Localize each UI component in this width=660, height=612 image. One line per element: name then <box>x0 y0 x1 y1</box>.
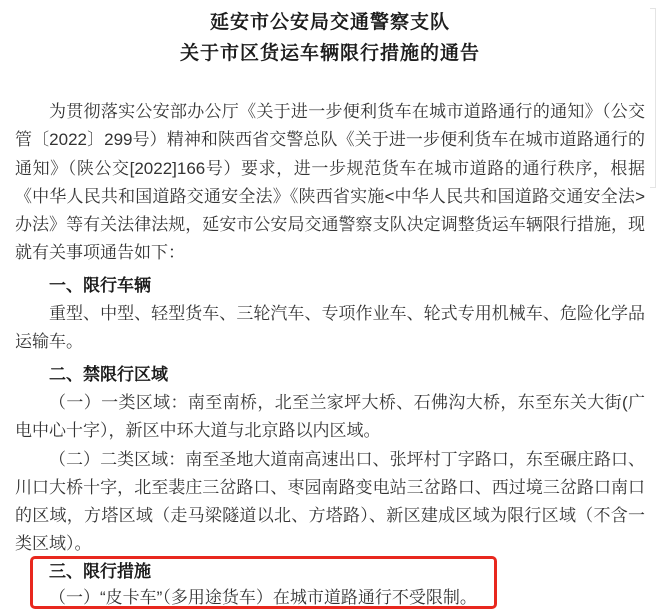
section1-paragraph: 重型、中型、轻型货车、三轮汽车、专项作业车、轮式专用机械车、危险化学品运输车。 <box>15 304 645 352</box>
section1-heading: 一、限行车辆 <box>49 275 151 295</box>
section2-heading: 二、禁限行区域 <box>49 364 168 384</box>
section3-item-1: （一）“皮卡车”（多用途货车）在城市道路通行不受限制。 <box>49 587 477 607</box>
image-edge-bracket <box>650 8 656 188</box>
document-title-line-2: 关于市区货运车辆限行措施的通告 <box>179 43 480 64</box>
section2-item-1: （一）一类区域：南至南桥，北至兰家坪大桥、石佛沟大桥，东至东关大街(广电中心十字），新区中环大道与北京路以内区域。 <box>15 392 645 441</box>
section3-heading: 三、限行措施 <box>49 561 151 581</box>
document-title-line-1: 延安市公安局交通警察支队 <box>209 12 450 33</box>
intro-paragraph: 为贯彻落实公安部办公厅《关于进一步便利货车在城市道路通行的通知》（公交管〔2022〕299号）精神和陕西省交警总队《关于进一步便利货车在城市道路通行的通知》（陕公交[2022]166号）要求，进一步规范货车在城市道路的通行秩序，根据《中华人民共和国道路交通安全法》《陕西省实施<中华人民共和国道路交通安全法>办法》等有关法律法规，延安市公安局交通警察支队决定调整货运车辆限行措施，现就有关事项通告如下： <box>15 102 645 263</box>
section2-item-2: （二）二类区域：南至圣地大道南高速出口、张坪村丁字路口，东至碾庄路口、川口大桥十字，北至裴庄三岔路口、枣园南路变电站三岔路口、西过境三岔路口南口的区域，方塔区域（走马梁隧道以北、方塔路）、新区建成区域为限行区域（不含一类区域）。 <box>15 449 645 554</box>
